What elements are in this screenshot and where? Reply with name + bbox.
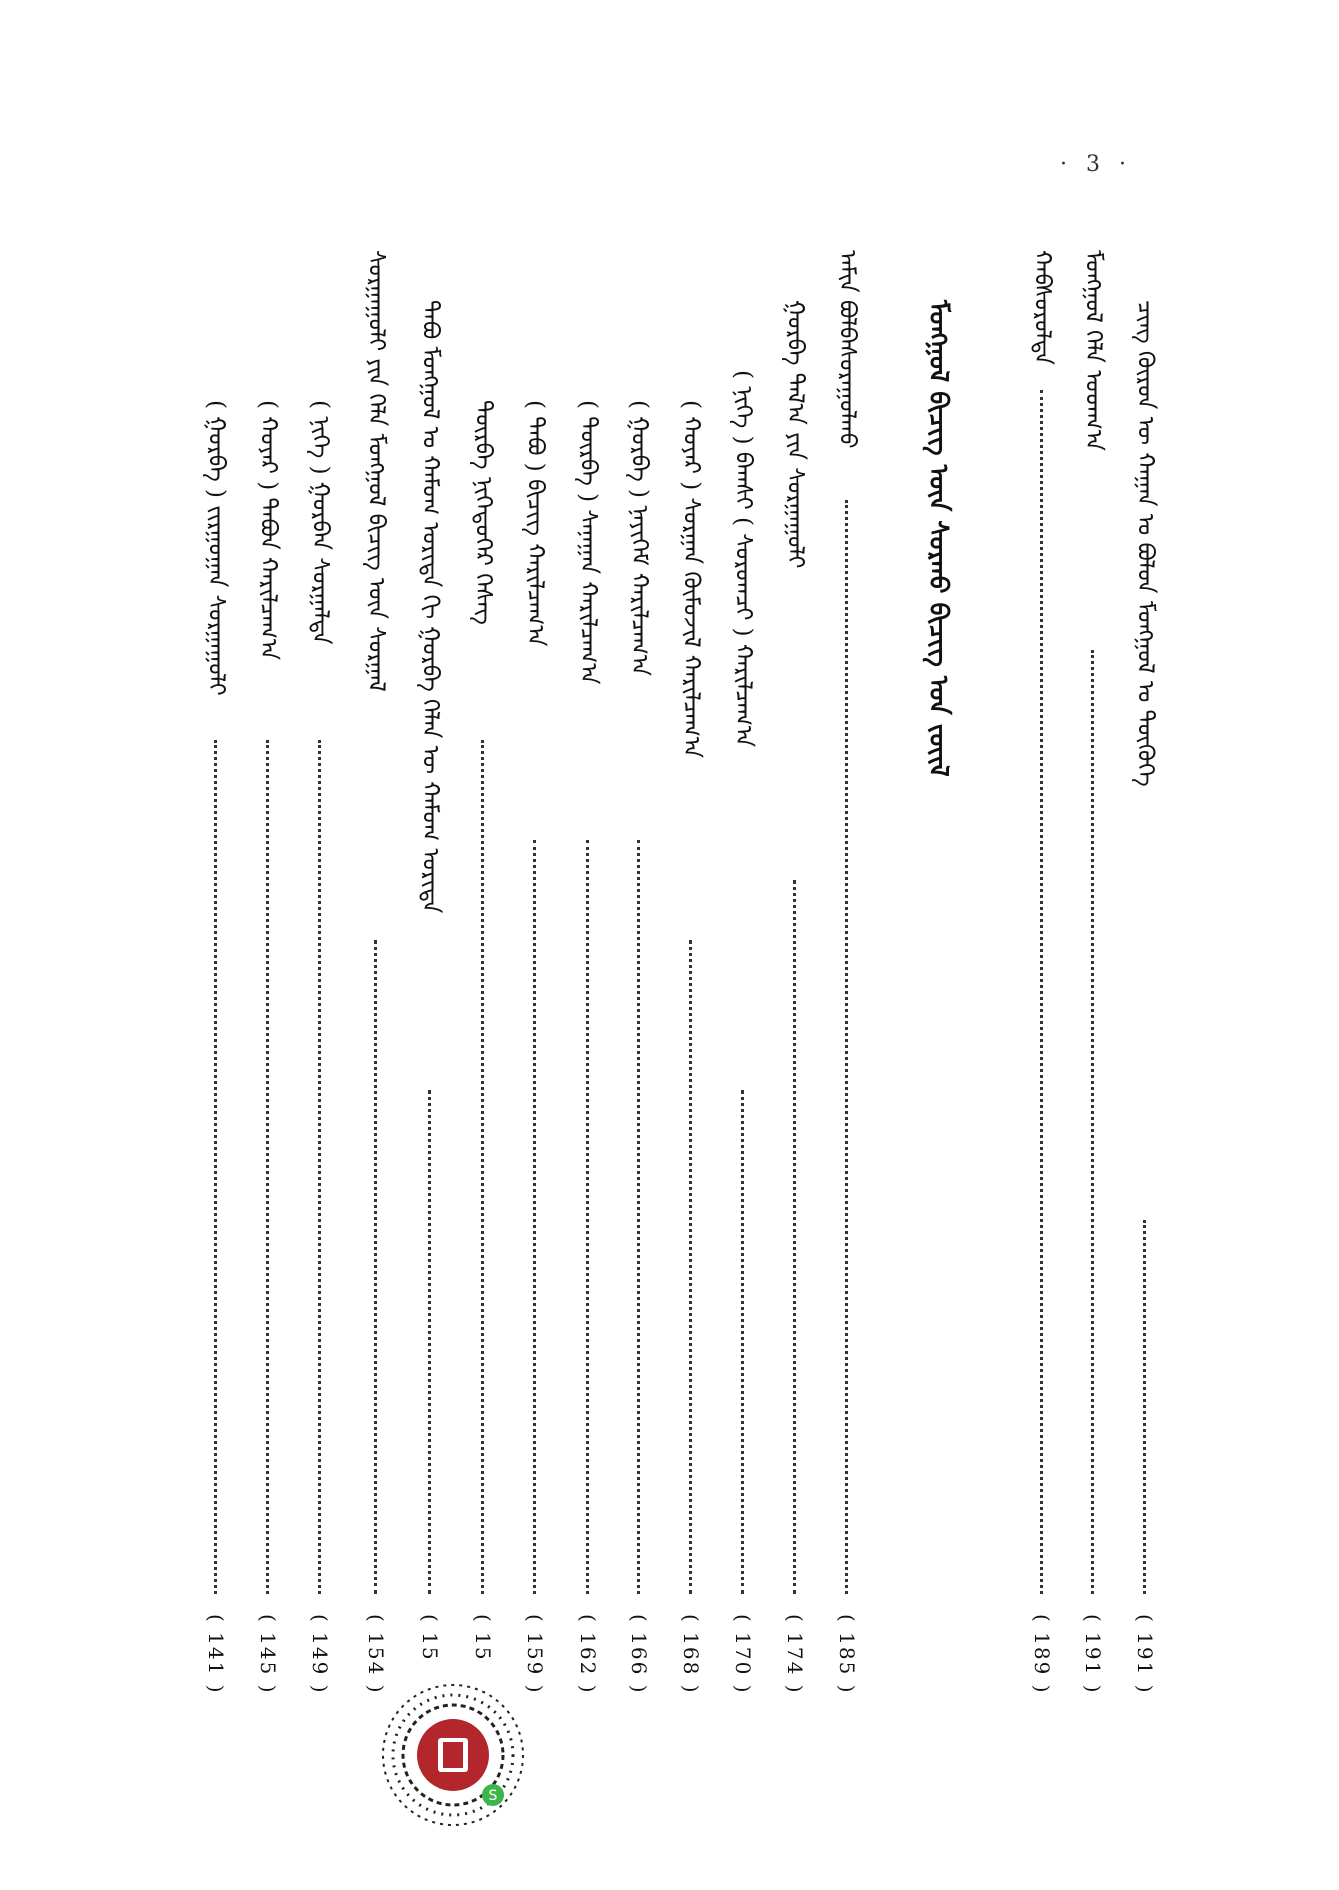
toc-entry-page: ( 141 ): [204, 1614, 228, 1695]
toc-entry-title: ( ᠬᠣᠶᠠᠷ ) ᠲᠠᠪᠤᠨ ᠬᠠᠷᠢᠯᠴᠠᠭ᠎ᠠ: [255, 400, 281, 661]
toc-entry-title: ᠮᠣᠩᠭᠣᠯ ᠬᠡᠯᠡ ᠤᠳᠬ᠎ᠠ: [1080, 250, 1106, 451]
toc-entry-title: ᠭᠤᠷᠪᠠ ᠲᠠᠯ᠎ᠠ ᠶᠢᠨ ᠰᠤᠷᠭᠠᠭᠤᠯᠢ: [782, 300, 808, 569]
toc-entry-page: ( 15: [418, 1614, 442, 1662]
dot-leader: [266, 740, 269, 1594]
toc-entry-title: ᠲᠠᠪᠤ ᠮᠣᠩᠭᠣᠯ ᠤ ᠬᠠᠮᠤᠭ ᠤᠷᠢᠳᠠ ᠬᠢ ᠭᠤᠷᠪᠠ ᠬᠡᠯᠡᠨ ᠦ ᠬᠠᠮᠤᠭ ᠤᠷᠢᠳᠠ: [417, 300, 443, 914]
toc-entry-page: ( 170 ): [731, 1614, 755, 1695]
dot-leader: [741, 1090, 744, 1594]
toc-entry-page: ( 168 ): [679, 1614, 703, 1695]
dot-leader: [214, 740, 217, 1594]
toc-entry-page: ( 191 ): [1133, 1614, 1157, 1695]
toc-entry-title: ᠬᠠᠪᠰᠤᠷᠤᠯᠲᠠ: [1029, 250, 1055, 365]
qr-code-icon[interactable]: [378, 1680, 528, 1830]
toc-entry-title: ( ᠳᠦᠷᠪᠡ ) ᠰᠠᠨᠠᠭᠠᠨ ᠬᠠᠷᠢᠯᠴᠠᠭ᠎ᠠ: [575, 400, 601, 685]
toc-entry-title: ᠳᠥᠷᠪᠡ ᠨᠢᠭᠡᠳᠦᠭᠡᠷ ᠬᠡᠰᠡᠭ: [470, 400, 496, 625]
toc-entry-page: ( 159 ): [523, 1614, 547, 1695]
toc-entry-page: ( 162 ): [576, 1614, 600, 1695]
toc-entry-title: ( ᠲᠠᠪᠤ ) ᠪᠢᠴᠢᠭ᠌ ᠬᠠᠷᠢᠯᠴᠠᠭ᠎ᠠ: [522, 400, 548, 647]
toc-entry[interactable]: [827, 0, 867, 1890]
toc-entry[interactable]: [356, 0, 396, 1890]
toc-entry[interactable]: [1022, 0, 1062, 1890]
toc-entry[interactable]: [723, 0, 763, 1890]
toc-entry-title: ( ᠭᠤᠷᠪᠠ ) ᠵᠢᠷᠭᠤᠭᠠᠨ ᠰᠤᠷᠭᠠᠭᠤᠯᠢ: [203, 400, 229, 696]
toc-entry[interactable]: [515, 0, 555, 1890]
dot-leader: [428, 1090, 431, 1594]
svg-text:S: S: [488, 1788, 498, 1804]
toc-entry-title: ( ᠨᠢᠭᠡ ) ᠭᠤᠷᠪᠠᠨ ᠰᠤᠷᠭᠠᠯᠲᠠ: [307, 400, 333, 645]
toc-entry-page: ( 189 ): [1030, 1614, 1054, 1695]
toc-entry-page: ( 166 ): [627, 1614, 651, 1695]
toc-entry-title: ᠴᠢᠩ ᠭᠦᠷᠦᠨ ᠦ ᠬᠠᠭᠠᠨ ᠤ ᠪᠣᠯᠤᠨ ᠮᠣᠩᠭᠣᠯ ᠤ ᠲᠦᠭᠦᠬᠡ: [1132, 300, 1158, 787]
toc-entry[interactable]: [410, 0, 450, 1890]
toc-entry-title: ( ᠭᠤᠷᠪᠠ ) ᠨᠡᠶᠢᠭᠡᠮ ᠬᠠᠷᠢᠯᠴᠠᠭ᠎ᠠ: [626, 400, 652, 677]
toc-entry[interactable]: [568, 0, 608, 1890]
toc-entry-title: ᠰᠤᠷᠭᠠᠭᠤᠯᠢ ᠶᠢᠨ ᠬᠡᠯᠡ ᠮᠣᠩᠭᠣᠯ ᠪᠢᠴᠢᠭ᠌ ᠦᠨ ᠰᠤᠷᠭᠠᠯ: [363, 250, 389, 692]
dot-leader: [689, 940, 692, 1594]
dot-leader: [1091, 650, 1094, 1594]
toc-entry[interactable]: [671, 0, 711, 1890]
toc-entry[interactable]: [300, 0, 340, 1890]
toc-entry-title: ᠠᠮᠢᠨ ᠪᠣᠯᠪᠠᠰᠤᠷᠠᠭᠤᠯᠬᠤ: [834, 250, 860, 449]
toc-entry[interactable]: [918, 0, 958, 1890]
dot-leader: [533, 840, 536, 1594]
toc-entry[interactable]: [1073, 0, 1113, 1890]
toc-entry-title: ( ᠨᠢᠭᠡ ) ᠪᠠᠭᠰᠢ ( ᠰᠤᠷᠤᠭᠴᠢ ) ᠬᠠᠷᠢᠯᠴᠠᠭ᠎ᠠ: [730, 370, 756, 748]
page-number: · 3 ·: [1060, 152, 1132, 177]
dot-leader: [481, 740, 484, 1594]
dot-leader: [1143, 1220, 1146, 1594]
dot-leader: [637, 840, 640, 1594]
toc-entry[interactable]: [248, 0, 288, 1890]
toc-entry-page: ( 149 ): [308, 1614, 332, 1695]
dot-leader: [1040, 390, 1043, 1594]
toc-entry[interactable]: [196, 0, 236, 1890]
toc-entry-title: ( ᠬᠣᠶᠠᠷ ) ᠰᠤᠷᠭᠠᠨ ᠬᠦᠮᠦᠵᠢᠯ ᠬᠠᠷᠢᠯᠴᠠᠭ᠎ᠠ: [678, 400, 704, 759]
toc-entry-page: ( 15: [471, 1614, 495, 1662]
toc-entry-page: ( 191 ): [1081, 1614, 1105, 1695]
toc-entry[interactable]: [1125, 0, 1165, 1890]
toc-entry-page: ( 145 ): [256, 1614, 280, 1695]
dot-leader: [845, 500, 848, 1594]
toc-entry[interactable]: [775, 0, 815, 1890]
toc-entry-page: ( 185 ): [835, 1614, 859, 1695]
dot-leader: [374, 940, 377, 1594]
dot-leader: [586, 840, 589, 1594]
dot-leader: [793, 880, 796, 1594]
toc-entry-page: ( 154 ): [364, 1614, 388, 1695]
toc-entry[interactable]: [619, 0, 659, 1890]
toc-entry-title: ᠮᠣᠩᠭᠣᠯ ᠪᠢᠴᠢᠭ᠌ ᠦᠨ ᠰᠤᠷᠬᠤ ᠪᠢᠴᠢᠭ᠌ ᠤᠨ ᠵᠦᠢᠯ: [923, 300, 953, 777]
dot-leader: [318, 740, 321, 1594]
toc-entry-page: ( 174 ): [783, 1614, 807, 1695]
toc-entry[interactable]: [463, 0, 503, 1890]
